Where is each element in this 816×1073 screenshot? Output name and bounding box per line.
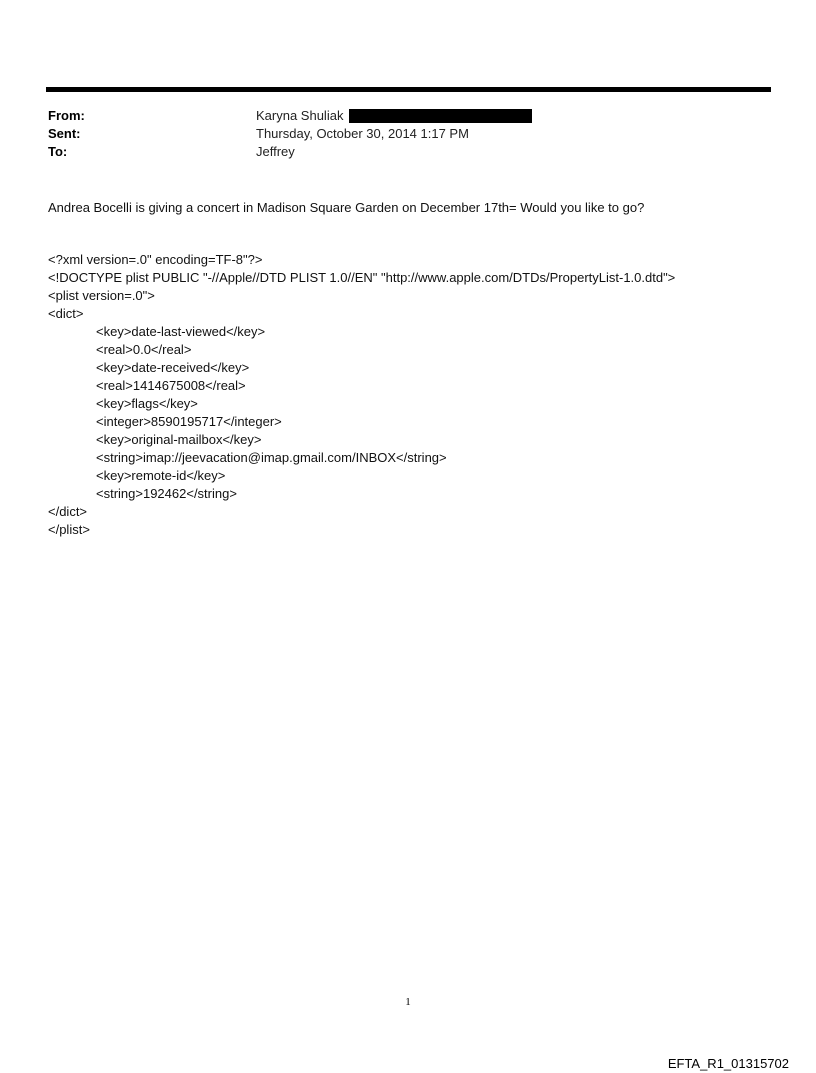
plist-line: <real>1414675008</real>	[96, 378, 246, 393]
plist-line: </plist>	[48, 522, 90, 537]
from-label: From:	[48, 108, 85, 123]
from-value-container	[256, 107, 532, 125]
email-header	[48, 107, 768, 161]
to-value: Jeffrey	[256, 144, 295, 159]
sent-label: Sent:	[48, 126, 81, 141]
plist-line: </dict>	[48, 504, 88, 519]
sent-row	[48, 125, 768, 143]
plist-line: <integer>8590195717</integer>	[96, 414, 282, 429]
plist-line: <key>date-received</key>	[96, 360, 250, 375]
plist-line: <key>remote-id</key>	[96, 468, 226, 483]
message-body: Andrea Bocelli is giving a concert in Madison Square Garden on December 17th= Would you like to go?	[48, 200, 645, 215]
plist-line: <key>original-mailbox</key>	[96, 432, 262, 447]
plist-line: <key>date-last-viewed</key>	[96, 324, 266, 339]
plist-line: <string>imap://jeevacation@imap.gmail.com/INBOX</string>	[96, 450, 447, 465]
bates-number: EFTA_R1_01315702	[667, 1056, 789, 1071]
plist-line: <dict>	[48, 306, 84, 321]
from-value: Karyna Shuliak	[256, 108, 344, 123]
plist-line: <!DOCTYPE plist PUBLIC "-//Apple//DTD PLIST 1.0//EN" "http://www.apple.com/DTDs/PropertyList-1.0.dtd">	[48, 270, 676, 285]
plist-block	[48, 251, 675, 539]
plist-line: <string>192462</string>	[96, 486, 237, 501]
page-number: 1	[405, 996, 411, 1008]
from-row	[48, 107, 768, 125]
sent-value: Thursday, October 30, 2014 1:17 PM	[256, 126, 469, 141]
to-row	[48, 143, 768, 161]
redaction-block	[349, 109, 532, 123]
plist-line: <key>flags</key>	[96, 396, 198, 411]
plist-line: <?xml version=.0" encoding=TF-8"?>	[48, 252, 263, 267]
plist-line: <plist version=.0">	[48, 288, 155, 303]
header-divider-rule	[46, 87, 771, 92]
plist-line: <real>0.0</real>	[96, 342, 192, 357]
to-label: To:	[48, 144, 68, 159]
